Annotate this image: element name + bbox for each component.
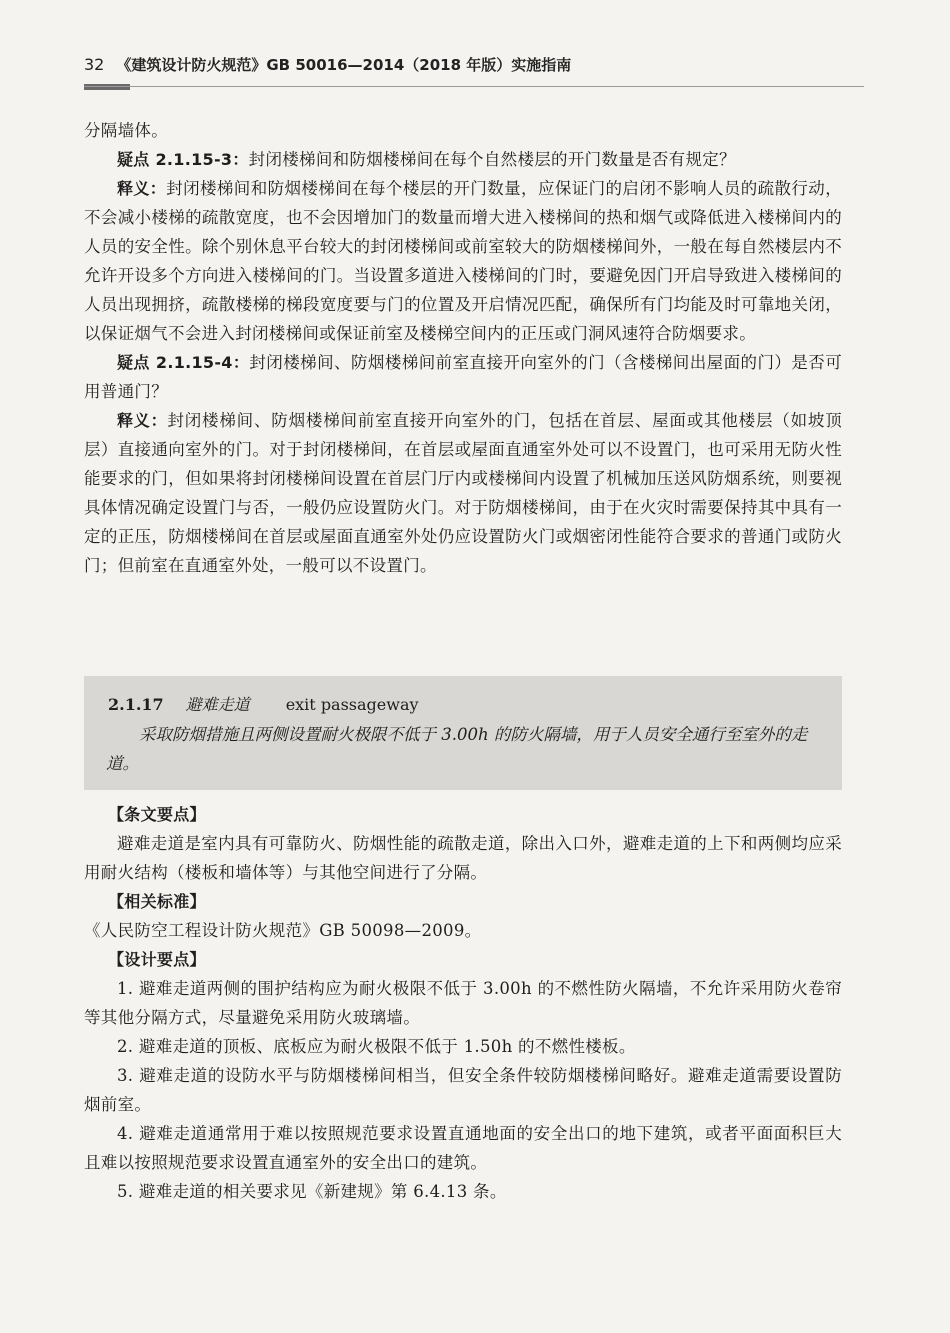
design-item: 3. 避难走道的设防水平与防烟楼梯间相当，但安全条件较防烟楼梯间略好。避难走道需要设置防烟前室。 [84, 1066, 842, 1114]
clause-number: 2.1.17 [108, 695, 164, 714]
design-item: 2. 避难走道的顶板、底板应为耐火极限不低于 1.50h 的不燃性楼板。 [117, 1037, 636, 1056]
question-label: 疑点 2.1.15-3： [117, 150, 249, 169]
answer-2-1-15-4 [84, 406, 842, 580]
question-text: 封闭楼梯间、防烟楼梯间前室直接开向室外的门（含楼梯间出屋面的门）是否可用普通门？ [84, 353, 843, 401]
section-head-standards: 【相关标准】 [108, 892, 206, 911]
clause-term-cn: 避难走道 [185, 695, 250, 714]
answer-2-1-15-3 [84, 174, 842, 348]
main-text [84, 116, 842, 580]
clause-box [84, 676, 842, 790]
design-item: 5. 避难走道的相关要求见《新建规》第 6.4.13 条。 [117, 1182, 507, 1201]
design-item: 1. 避难走道两侧的围护结构应为耐火极限不低于 3.00h 的不燃性防火隔墙，不允许采用防火卷帘等其他分隔方式，尽量避免采用防火玻璃墙。 [84, 979, 842, 1027]
paragraph-continuation: 分隔墙体。 [84, 121, 168, 140]
book-title: 《建筑设计防火规范》GB 50016—2014（2018 年版）实施指南 [116, 56, 572, 74]
question-text: 封闭楼梯间和防烟楼梯间在每个自然楼层的开门数量是否有规定？ [248, 150, 736, 169]
answer-label: 释义： [117, 179, 167, 198]
commentary [84, 800, 842, 1206]
question-2-1-15-4 [84, 348, 842, 406]
page-number: 32 [84, 55, 105, 74]
clause-term [108, 692, 419, 715]
header-rule-accent [84, 84, 130, 90]
page-header [84, 54, 864, 84]
section-head-points: 【条文要点】 [108, 805, 206, 824]
answer-text: 封闭楼梯间和防烟楼梯间在每个楼层的开门数量，应保证门的启闭不影响人员的疏散行动，不会减小楼梯的疏散宽度，也不会因增加门的数量而增大进入楼梯间的热和烟气或降低进入楼梯间内的人员的安全性。除个别休息平台较大的封闭楼梯间或前室较大的防烟楼梯间外，一般在每自然楼层内不允许开设多个方向进入楼梯间的门。当设置多道进入楼梯间的门时，要避免因门开启导致进入楼梯间的人员出现拥挤，疏散楼梯的梯段宽度要与门的位置及开启情况匹配，确保所有门均能及时可靠地关闭，以保证烟气不会进入封闭楼梯间或保证前室及楼梯空间内的正压或门洞风速符合防烟要求。 [84, 179, 843, 343]
clause-term-en: exit passageway [285, 695, 419, 714]
section-head-design: 【设计要点】 [108, 950, 206, 969]
header-rule [84, 86, 864, 87]
clause-definition: 采取防烟措施且两侧设置耐火极限不低于 3.00h 的防火隔墙，用于人员安全通行至室外的走道。 [106, 725, 808, 773]
standards-text: 《人民防空工程设计防火规范》GB 50098—2009。 [84, 921, 482, 940]
answer-text: 封闭楼梯间、防烟楼梯间前室直接开向室外的门，包括在首层、屋面或其他楼层（如坡顶层）直接通向室外的门。对于封闭楼梯间，在首层或屋面直通室外处可以不设置门，也可采用无防火性能要求的门，但如果将封闭楼梯间设置在首层门厅内或楼梯间内设置了机械加压送风防烟系统，则要视具体情况确定设置门与否，一般仍应设置防火门。对于防烟楼梯间，由于在火灾时需要保持其中具有一定的正压，防烟楼梯间在首层或屋面直通室外处仍应设置防火门或烟密闭性能符合要求的普通门或防火门；但前室在直通室外处，一般可以不设置门。 [84, 411, 842, 575]
points-text: 避难走道是室内具有可靠防火、防烟性能的疏散走道，除出入口外，避难走道的上下和两侧均应采用耐火结构（楼板和墙体等）与其他空间进行了分隔。 [84, 834, 842, 882]
answer-label: 释义： [117, 411, 168, 430]
question-label: 疑点 2.1.15-4： [117, 353, 250, 372]
design-item: 4. 避难走道通常用于难以按照规范要求设置直通地面的安全出口的地下建筑，或者平面面积巨大且难以按照规范要求设置直通室外的安全出口的建筑。 [84, 1124, 842, 1172]
question-2-1-15-3 [84, 145, 842, 174]
